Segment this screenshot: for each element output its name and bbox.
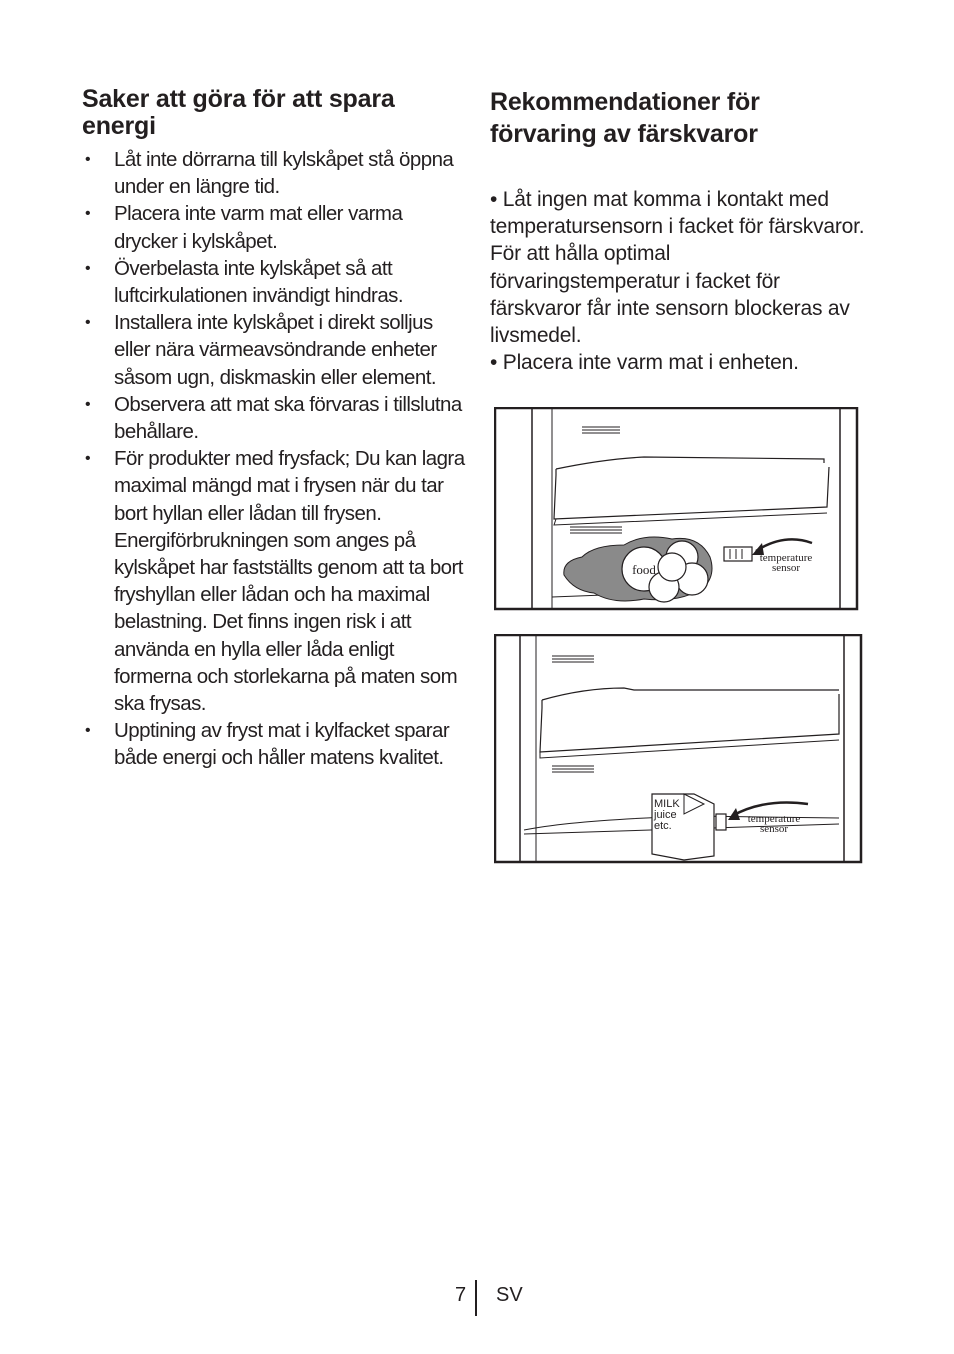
energy-saving-section [82, 86, 467, 772]
energy-saving-heading: Saker att göra för att spara energi [82, 85, 395, 140]
list-item: • Upptining av fryst mat i kylfacket sparar både energi och håller matens kvalitet. [85, 719, 450, 770]
temperature-sensor-icon [716, 814, 726, 830]
list-item: • Överbelasta inte kylskåpet så att luftcirkulationen invändigt hindras. [85, 256, 404, 308]
food-label: food [632, 562, 656, 577]
sensor-label-line2: sensor [759, 823, 789, 835]
sensor-label-line1: temperature [747, 813, 801, 825]
fresh-food-paragraph-2: • Placera inte varm mat i enheten. [490, 351, 799, 375]
list-item: • Observera att mat ska förvaras i tillslutna behållare. [85, 392, 462, 444]
fridge-food-drawing [494, 407, 860, 613]
page-number: 7 [455, 1284, 467, 1306]
list-item: • Placera inte varm mat eller varma drycker i kylskåpet. [85, 202, 403, 253]
temperature-sensor-icon [724, 547, 752, 561]
carton-label-line2: juice [654, 809, 677, 821]
bullet-icon: • [85, 395, 91, 413]
bullet-icon: • [85, 450, 91, 468]
fridge-illustration-carton [494, 634, 864, 865]
fresh-food-paragraph-1: • Låt ingen mat komma i kontakt med temperatursensorn i facket för färskvaror. För att hålla optimal förvaringstemperatur i facket för färskvaror får inte sensorn blockeras av livsmedel. [490, 188, 865, 348]
list-item: • Låt inte dörrarna till kylskåpet stå öppna under en längre tid. [85, 148, 454, 199]
bullet-icon: • [85, 259, 91, 277]
fresh-food-section [490, 86, 865, 376]
carton-label-line3: etc. [654, 820, 672, 832]
fridge-illustration-food [494, 407, 860, 613]
fresh-food-heading: Rekommendationer för förvaring av färskvaror [490, 88, 760, 148]
language-code: SV [496, 1284, 523, 1306]
page-footer [0, 1280, 954, 1316]
bullet-icon: • [85, 722, 91, 740]
carton-label-line1: MILK [654, 798, 680, 810]
sensor-label-line1: temperature [759, 552, 813, 564]
fresh-food-text [490, 186, 865, 376]
list-item: • För produkter med frysfack; Du kan lagra maximal mängd mat i frysen när du tar bort hyllan eller lådan till frysen. Energiförbrukningen som anges på kylskåpet har fastställts genom att ta bort fryshyllan eller lådan och ha maximal belastning. Det finns ingen risk i att använda en hylla eller låda enligt formerna och storlekarna på maten som ska frysas. [85, 447, 465, 716]
fridge-carton-drawing [494, 634, 864, 865]
sensor-label-line2: sensor [771, 562, 801, 574]
bullet-icon: • [85, 205, 91, 223]
bullet-icon: • [85, 314, 91, 332]
list-item: • Installera inte kylskåpet i direkt solljus eller nära värmeavsöndrande enheter såsom ugn, diskmaskin eller element. [85, 311, 437, 389]
energy-saving-list [82, 146, 467, 772]
footer-divider [475, 1280, 477, 1316]
bullet-icon: • [85, 151, 91, 168]
